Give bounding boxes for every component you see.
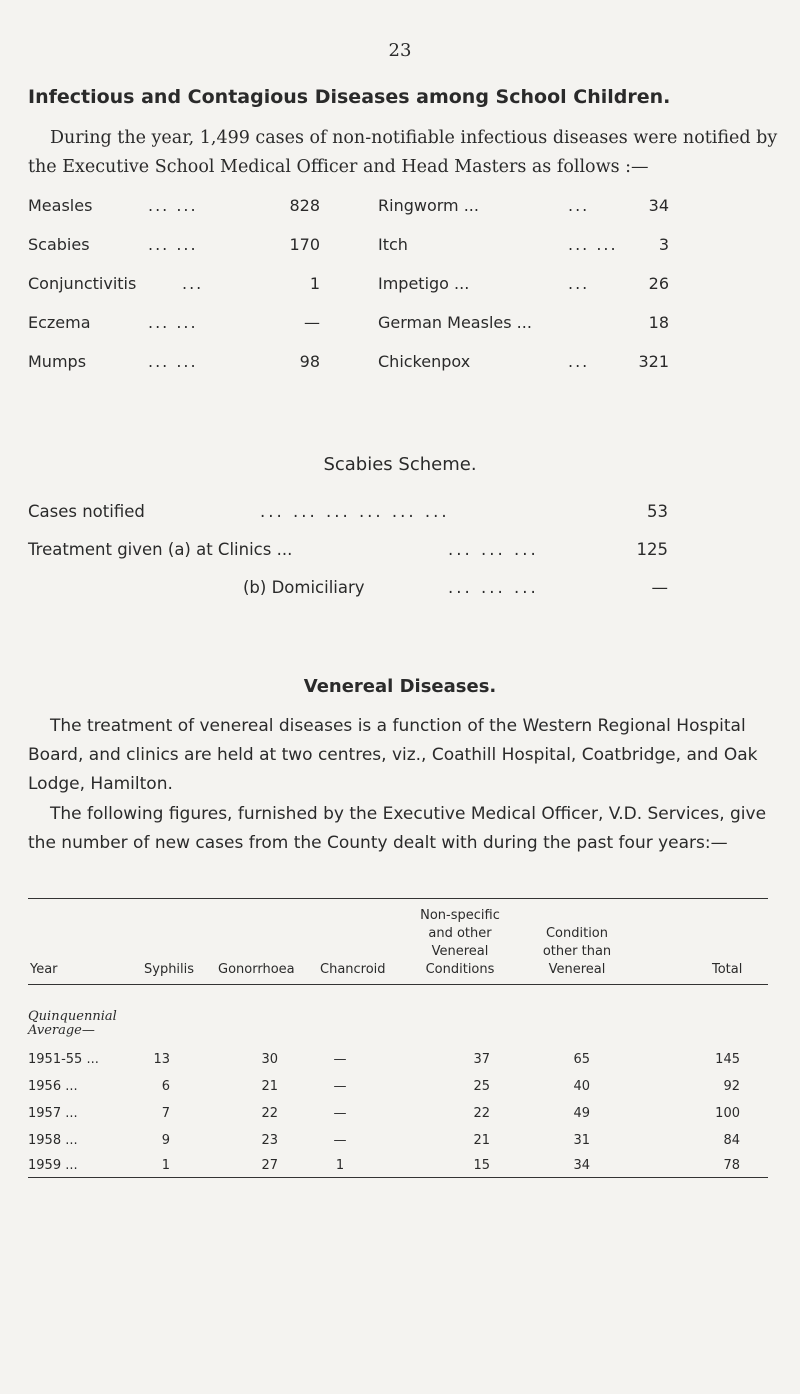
disease-name: Chickenpox bbox=[378, 352, 471, 371]
cell-syphilis: 1 bbox=[161, 1158, 170, 1173]
leader-dots: ... ... ... ... ... ... bbox=[260, 502, 450, 521]
cell-year: 1957 ... bbox=[28, 1106, 78, 1121]
venereal-paragraph-1: The treatment of venereal diseases is a function of the Western Regional Hospital Board, and clinics are held at two centres, viz., Coathill Hospital, Coatbridge, and Oak Lodge, Hamilton. bbox=[28, 716, 758, 794]
disease-count: 828 bbox=[289, 196, 320, 215]
section-title-infectious: Infectious and Contagious Diseases among School Children. bbox=[28, 86, 671, 108]
label-line: Quinquennial bbox=[28, 1009, 117, 1024]
cell-syphilis: 7 bbox=[161, 1106, 170, 1121]
header-bottom-rule bbox=[28, 984, 768, 985]
leader-dots: ... ... bbox=[148, 196, 198, 215]
cell-year: 1956 ... bbox=[28, 1079, 78, 1094]
disease-name: Itch bbox=[378, 235, 408, 254]
disease-name: Scabies bbox=[28, 235, 90, 254]
cell-other: 40 bbox=[573, 1079, 590, 1094]
leader-dots: ... ... ... bbox=[448, 578, 539, 597]
disease-row bbox=[28, 313, 768, 352]
disease-name: Measles bbox=[28, 196, 93, 215]
leader-dots: ... ... ... bbox=[448, 540, 539, 559]
cell-syphilis: 13 bbox=[153, 1052, 170, 1067]
header-line: Non-specific bbox=[420, 908, 500, 923]
cell-gonorrhoea: 21 bbox=[261, 1079, 278, 1094]
disease-count: 170 bbox=[289, 235, 320, 254]
cell-total: 78 bbox=[723, 1158, 740, 1173]
intro-paragraph: During the year, 1,499 cases of non-notifiable infectious diseases were notified by the Executive School Medical Officer and Head Masters as follows :— bbox=[28, 128, 778, 177]
leader-dots: ... ... bbox=[148, 235, 198, 254]
cell-total: 84 bbox=[723, 1133, 740, 1148]
table-top-rule bbox=[28, 898, 768, 899]
disease-row bbox=[28, 352, 768, 391]
page-number: 23 bbox=[388, 40, 412, 61]
disease-count: 3 bbox=[658, 235, 669, 254]
leader-dots: ... bbox=[568, 196, 590, 215]
venereal-paragraph-2: The following figures, furnished by the Executive Medical Officer, V.D. Services, give the number of new cases from the County dealt with during the past four years:— bbox=[28, 804, 767, 853]
row-label: Treatment given (a) at Clinics ... bbox=[28, 540, 293, 559]
venereal-heading: Venereal Diseases. bbox=[303, 676, 497, 697]
disease-count: 98 bbox=[299, 352, 320, 371]
disease-count: 34 bbox=[648, 196, 669, 215]
cell-total: 92 bbox=[723, 1079, 740, 1094]
header-nonspecific bbox=[400, 907, 520, 979]
cell-gonorrhoea: 23 bbox=[261, 1133, 278, 1148]
disease-name: Ringworm ... bbox=[378, 196, 479, 215]
header-gonorrhoea: Gonorrhoea bbox=[218, 962, 295, 977]
disease-count: 26 bbox=[648, 274, 669, 293]
disease-name: Conjunctivitis bbox=[28, 274, 137, 293]
leader-dots: ... ... bbox=[148, 313, 198, 332]
cell-syphilis: 6 bbox=[161, 1079, 170, 1094]
disease-count: — bbox=[304, 313, 320, 332]
cell-gonorrhoea: 27 bbox=[261, 1158, 278, 1173]
header-year: Year bbox=[30, 962, 58, 977]
cell-nonspecific: 25 bbox=[473, 1079, 490, 1094]
cell-other: 65 bbox=[573, 1052, 590, 1067]
leader-dots: ... ... bbox=[148, 352, 198, 371]
disease-name: Mumps bbox=[28, 352, 87, 371]
disease-list bbox=[28, 196, 768, 391]
row-value: 53 bbox=[647, 502, 668, 521]
cell-gonorrhoea: 30 bbox=[261, 1052, 278, 1067]
disease-name: German Measles ... bbox=[378, 313, 532, 332]
row-value: 125 bbox=[636, 540, 668, 559]
header-line: Conditions bbox=[425, 962, 495, 977]
leader-dots: ... ... bbox=[568, 235, 618, 254]
cell-other: 49 bbox=[573, 1106, 590, 1121]
cell-syphilis: 9 bbox=[161, 1133, 170, 1148]
disease-count: 321 bbox=[638, 352, 669, 371]
disease-name: Impetigo ... bbox=[378, 274, 470, 293]
disease-row bbox=[28, 196, 768, 235]
cell-chancroid: 1 bbox=[335, 1158, 345, 1173]
table-bottom-rule bbox=[28, 1177, 768, 1178]
cell-chancroid: — bbox=[333, 1106, 347, 1121]
disease-row bbox=[28, 274, 768, 313]
cell-total: 100 bbox=[715, 1106, 740, 1121]
row-value: — bbox=[651, 578, 668, 597]
cell-year: 1951-55 ... bbox=[28, 1052, 99, 1067]
header-condition bbox=[522, 925, 632, 979]
cell-other: 31 bbox=[573, 1133, 590, 1148]
leader-dots: ... bbox=[568, 352, 590, 371]
disease-count: 18 bbox=[648, 313, 669, 332]
row-label: (b) Domiciliary bbox=[243, 578, 365, 597]
disease-count: 1 bbox=[309, 274, 320, 293]
header-line: Venereal bbox=[431, 944, 489, 959]
leader-dots: ... bbox=[182, 274, 204, 293]
quinquennial-label bbox=[28, 1010, 117, 1038]
header-syphilis: Syphilis bbox=[144, 962, 195, 977]
cell-chancroid: — bbox=[333, 1133, 347, 1148]
row-label: Cases notified bbox=[28, 502, 145, 521]
cell-chancroid: — bbox=[333, 1052, 347, 1067]
cell-total: 145 bbox=[715, 1052, 740, 1067]
header-line: other than bbox=[542, 944, 612, 959]
disease-name: Eczema bbox=[28, 313, 91, 332]
cell-other: 34 bbox=[573, 1158, 590, 1173]
header-chancroid: Chancroid bbox=[320, 962, 386, 977]
disease-row bbox=[28, 235, 768, 274]
label-line: Average— bbox=[28, 1023, 95, 1038]
cell-nonspecific: 37 bbox=[473, 1052, 490, 1067]
scabies-heading: Scabies Scheme. bbox=[323, 454, 477, 475]
leader-dots: ... bbox=[568, 274, 590, 293]
cell-nonspecific: 21 bbox=[473, 1133, 490, 1148]
cell-year: 1958 ... bbox=[28, 1133, 78, 1148]
header-total: Total bbox=[712, 962, 743, 977]
cell-chancroid: — bbox=[333, 1079, 347, 1094]
cell-nonspecific: 22 bbox=[473, 1106, 490, 1121]
header-line: Venereal bbox=[548, 962, 606, 977]
cell-nonspecific: 15 bbox=[473, 1158, 490, 1173]
header-line: and other bbox=[428, 926, 492, 941]
cell-gonorrhoea: 22 bbox=[261, 1106, 278, 1121]
cell-year: 1959 ... bbox=[28, 1158, 78, 1173]
header-line: Condition bbox=[545, 926, 609, 941]
